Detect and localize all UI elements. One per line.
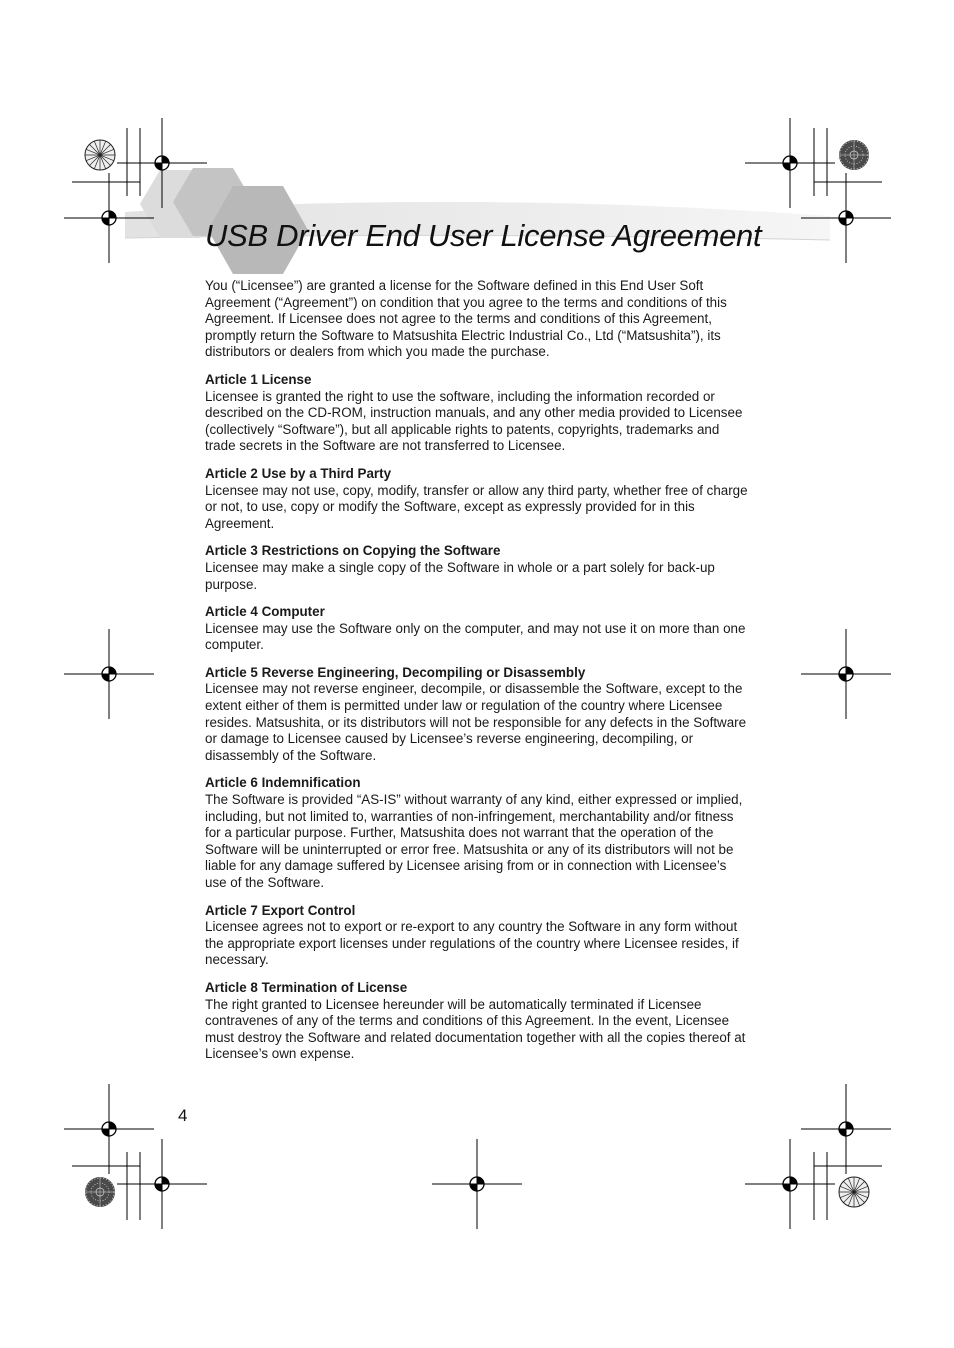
article-heading: Article 7 Export Control <box>205 902 356 918</box>
intro-paragraph: You (“Licensee”) are granted a license for the Software defined in this End User Soft Agreement (“Agreement”) on condition that you agree to the terms and conditions of this Agreement. If Licensee does not agree to the terms and conditions of this Agreement, promptly return the Software to Matsushita Electric Industrial Co., Ltd (“Matsushita”), its distributors or dealers from which you made the purchase. <box>205 278 727 360</box>
article-4 <box>205 604 750 654</box>
article-heading: Article 1 License <box>205 371 312 387</box>
article-7 <box>205 903 750 969</box>
article-text: Licensee may use the Software only on the computer, and may not use it on more than one computer. <box>205 620 746 653</box>
article-text: Licensee may make a single copy of the Software in whole or a part solely for back-up purpose. <box>205 559 715 592</box>
article-text: The right granted to Licensee hereunder will be automatically terminated if Licensee contravenes of any of the terms and conditions of this Agreement. In the event, Licensee must destroy the Software and related documentation together with all the copies thereof at Licensee’s own expense. <box>205 996 746 1062</box>
article-1 <box>205 372 750 455</box>
article-heading: Article 5 Reverse Engineering, Decompiling or Disassembly <box>205 664 586 680</box>
article-3 <box>205 543 750 593</box>
article-text: Licensee may not use, copy, modify, transfer or allow any third party, whether free of charge or not, to use, copy or modify the Software, except as expressly provided for in this Agreement. <box>205 482 748 531</box>
page-number: 4 <box>178 1106 188 1125</box>
article-heading: Article 3 Restrictions on Copying the Software <box>205 543 501 559</box>
article-heading: Article 6 Indemnification <box>205 775 361 791</box>
article-heading: Article 8 Termination of License <box>205 979 408 995</box>
article-heading: Article 4 Computer <box>205 604 325 620</box>
article-6 <box>205 775 750 891</box>
article-text: Licensee may not reverse engineer, decompile, or disassemble the Software, except to the extent either of them is permitted under law or regulation of the country where Licensee resides. Matsushita, or its distributors will not be responsible for any defects in the Software or damage to Licensee caused by Licensee’s reverse engineering, decompiling, or disassembly of the Software. <box>205 681 747 763</box>
article-heading: Article 2 Use by a Third Party <box>205 465 392 481</box>
article-text: Licensee is granted the right to use the software, including the information recorded or described on the CD-ROM, instruction manuals, and any other media provided to Licensee (collectively “Software”), but all applicable rights to patents, copyrights, trademarks and trade secrets in the Software are not transferred to Licensee. <box>205 388 743 454</box>
article-text: Licensee agrees not to export or re-export to any country the Software in any form without the appropriate export licenses under regulations of the country where Licensee resides, if necessary. <box>205 919 739 968</box>
article-8 <box>205 980 750 1063</box>
page-title: USB Driver End User License Agreement <box>205 218 762 253</box>
article-2 <box>205 466 750 532</box>
agreement-body <box>205 278 750 1074</box>
article-5 <box>205 665 750 765</box>
article-text: The Software is provided “AS-IS” without warranty of any kind, either expressed or implied, including, but not limited to, warranties of non-infringement, merchantability and/or fitness for a particular purpose. Further, Matsushita does not warrant that the operation of the Software will be uninterrupted or error free. Matsushita or any of its distributors will not be liable for any damage suffered by Licensee arising from or in connection with Licensee’s use of the Software. <box>205 792 743 890</box>
